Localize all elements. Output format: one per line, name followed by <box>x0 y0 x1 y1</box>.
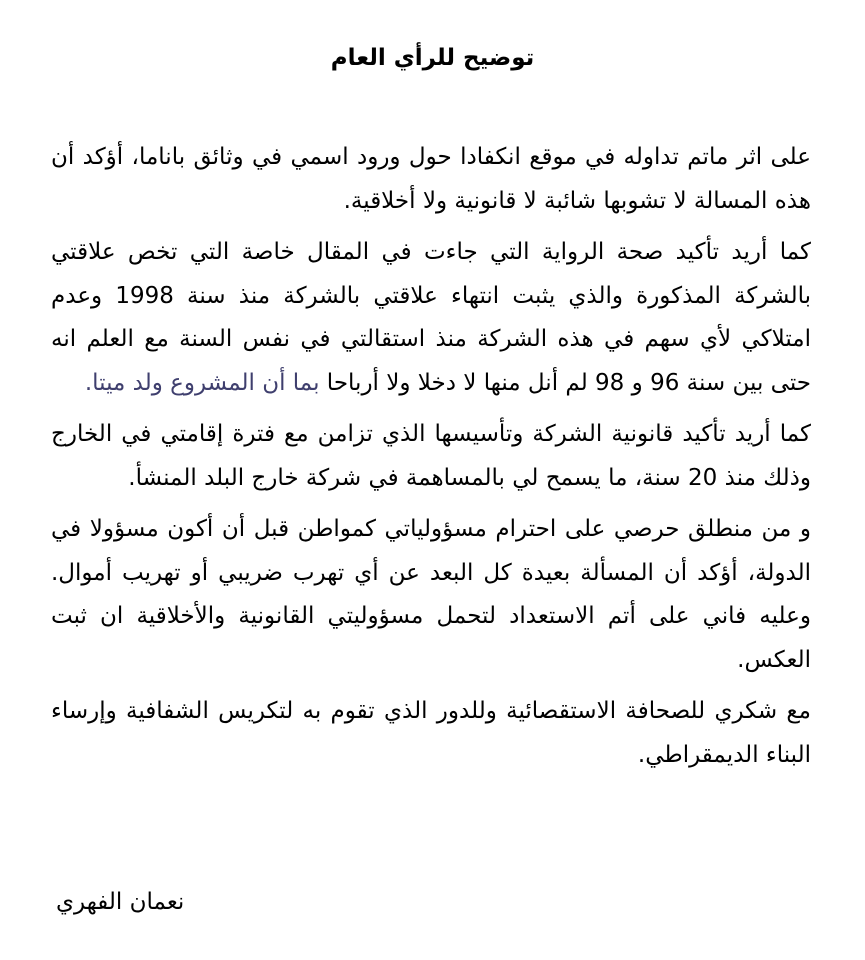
document-body <box>51 136 811 785</box>
paragraph-2-highlight: بما أن المشروع ولد ميتا. <box>84 369 320 396</box>
paragraph-2 <box>51 231 811 405</box>
paragraph-4-text: و من منطلق حرصي على احترام مسؤولياتي كمواطن قبل أن أكون مسؤولا في الدولة، أؤكد أن المسألة بعيدة كل البعد عن أي تهرب ضريبي أو تهريب أموال. وعليه فاني على أتم الاستعداد لتحمل مسؤوليتي القانونية والأخلاقية ان ثبت العكس. <box>51 516 811 673</box>
paragraph-3-text: كما أريد تأكيد قانونية الشركة وتأسيسها الذي تزامن مع فترة إقامتي في الخارج وذلك منذ 20 سنة، ما يسمح لي بالمساهمة في شركة خارج البلد المنشأ. <box>51 421 811 491</box>
paragraph-1-text: على اثر ماتم تداوله في موقع انكفادا حول ورود اسمي في وثائق باناما، أؤكد أن هذه المسالة لا تشوبها شائبة لا قانونية ولا أخلاقية. <box>51 144 811 214</box>
signature: نعمان الفهري <box>56 889 185 915</box>
paragraph-3 <box>51 413 811 500</box>
paragraph-5-text: مع شكري للصحافة الاستقصائية وللدور الذي تقوم به لتكريس الشفافية وإرساء البناء الديمقراطي. <box>51 698 811 768</box>
paragraph-1 <box>51 136 811 223</box>
paragraph-5 <box>51 690 811 777</box>
document-title: توضيح للرأي العام <box>330 45 535 71</box>
paragraph-2-text: كما أريد تأكيد صحة الرواية التي جاءت في المقال خاصة التي تخص علاقتي بالشركة المذكورة والذي يثبت انتهاء علاقتي بالشركة منذ سنة 1998 وعدم امتلاكي لأي سهم في هذه الشركة منذ استقالتي في نفس السنة مع العلم انه حتى بين سنة 96 و 98 لم أنل منها لا دخلا ولا أرباحا <box>51 239 811 396</box>
paragraph-4 <box>51 508 811 682</box>
